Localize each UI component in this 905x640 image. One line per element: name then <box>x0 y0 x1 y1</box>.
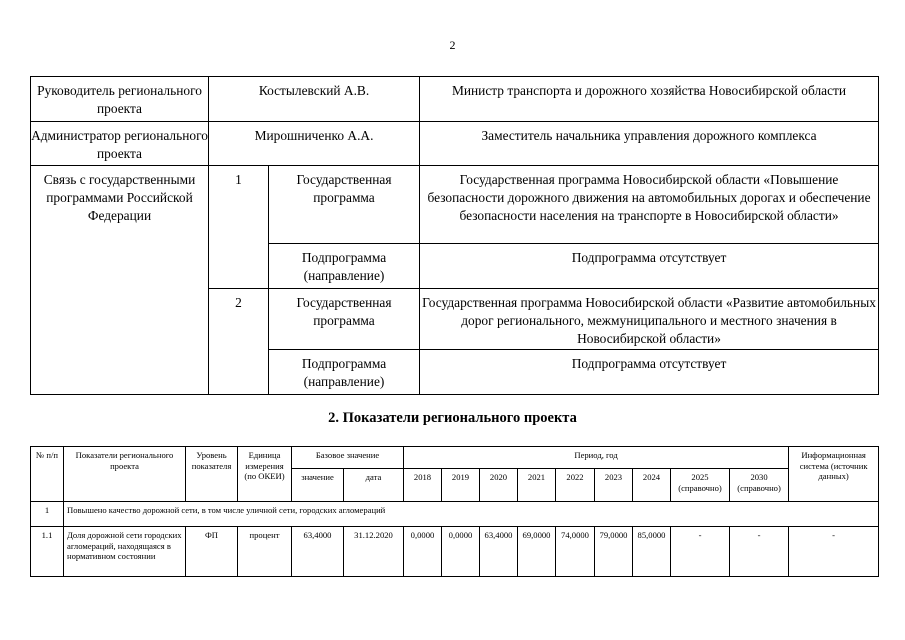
header-base-value: значение <box>292 469 344 502</box>
year-value: 69,0000 <box>518 527 556 577</box>
program-1-subprogram-label: Подпрограмма (направление) <box>269 244 420 289</box>
program-1-type: Государственная программа <box>269 166 420 244</box>
leader-position: Министр транспорта и дорожного хозяйства Новосибирской области <box>420 77 879 122</box>
year-value: 74,0000 <box>556 527 595 577</box>
year-value: 85,0000 <box>633 527 671 577</box>
header-year: 2020 <box>480 469 518 502</box>
program-2-type: Государственная программа <box>269 289 420 350</box>
header-num: № п/п <box>31 447 64 502</box>
program-2-subprogram-value: Подпрограмма отсутствует <box>420 350 879 395</box>
value-2030: - <box>730 527 789 577</box>
year-value: 63,4000 <box>480 527 518 577</box>
base-value: 63,4000 <box>292 527 344 577</box>
admin-row <box>31 122 879 166</box>
header-year: 2024 <box>633 469 671 502</box>
indicators-table <box>30 446 879 577</box>
program-1-row <box>31 166 879 244</box>
header-year: 2021 <box>518 469 556 502</box>
program-2-subprogram-label: Подпрограмма (направление) <box>269 350 420 395</box>
base-date: 31.12.2020 <box>344 527 404 577</box>
year-value: 0,0000 <box>404 527 442 577</box>
indicator-name: Доля дорожной сети городских агломераций, находящаяся в нормативном состоянии <box>64 527 186 577</box>
leader-label: Руководитель регионального проекта <box>31 77 209 122</box>
header-year: 2018 <box>404 469 442 502</box>
header-year-2030: 2030 (справочно) <box>730 469 789 502</box>
header-level: Уровень показателя <box>186 447 238 502</box>
value-2025: - <box>671 527 730 577</box>
indicator-unit: процент <box>238 527 292 577</box>
header-year-2025: 2025 (справочно) <box>671 469 730 502</box>
year-value: 0,0000 <box>442 527 480 577</box>
leader-row <box>31 77 879 122</box>
program-1-number: 1 <box>209 166 269 289</box>
year-value: 79,0000 <box>595 527 633 577</box>
admin-name: Мирошниченко А.А. <box>209 122 420 166</box>
section-title: 2. Показатели регионального проекта <box>328 410 577 426</box>
project-passport-table <box>30 76 879 395</box>
header-base: Базовое значение <box>292 447 404 469</box>
link-label: Связь с государственными программами Российской Федерации <box>31 166 209 395</box>
table-row <box>31 527 879 577</box>
program-2-name: Государственная программа Новосибирской области «Развитие автомобильных дорог регионального, межмуниципального и местного значения в Новосибирской области» <box>420 289 879 350</box>
header-year: 2019 <box>442 469 480 502</box>
header-info: Информационная система (источник данных) <box>789 447 879 502</box>
admin-label: Администратор регионального проекта <box>31 122 209 166</box>
row-number: 1.1 <box>31 527 64 577</box>
header-period: Период, год <box>404 447 789 469</box>
page-number: 2 <box>449 38 456 52</box>
leader-name: Костылевский А.В. <box>209 77 420 122</box>
group-row <box>31 502 879 527</box>
program-1-subprogram-value: Подпрограмма отсутствует <box>420 244 879 289</box>
header-year: 2022 <box>556 469 595 502</box>
header-base-date: дата <box>344 469 404 502</box>
header-unit: Единица измерения (по ОКЕИ) <box>238 447 292 502</box>
indicator-level: ФП <box>186 527 238 577</box>
header-row-1 <box>31 447 879 469</box>
program-1-name: Государственная программа Новосибирской области «Повышение безопасности дорожного движения на автомобильных дорогах и обеспечение безопасности населения на транспорте в Новосибирской области» <box>420 166 879 244</box>
admin-position: Заместитель начальника управления дорожного комплекса <box>420 122 879 166</box>
header-name: Показатели регионального проекта <box>64 447 186 502</box>
program-2-number: 2 <box>209 289 269 395</box>
group-number: 1 <box>31 502 64 527</box>
info-system: - <box>789 527 879 577</box>
header-year: 2023 <box>595 469 633 502</box>
group-title: Повышено качество дорожной сети, в том числе уличной сети, городских агломераций <box>64 502 879 527</box>
